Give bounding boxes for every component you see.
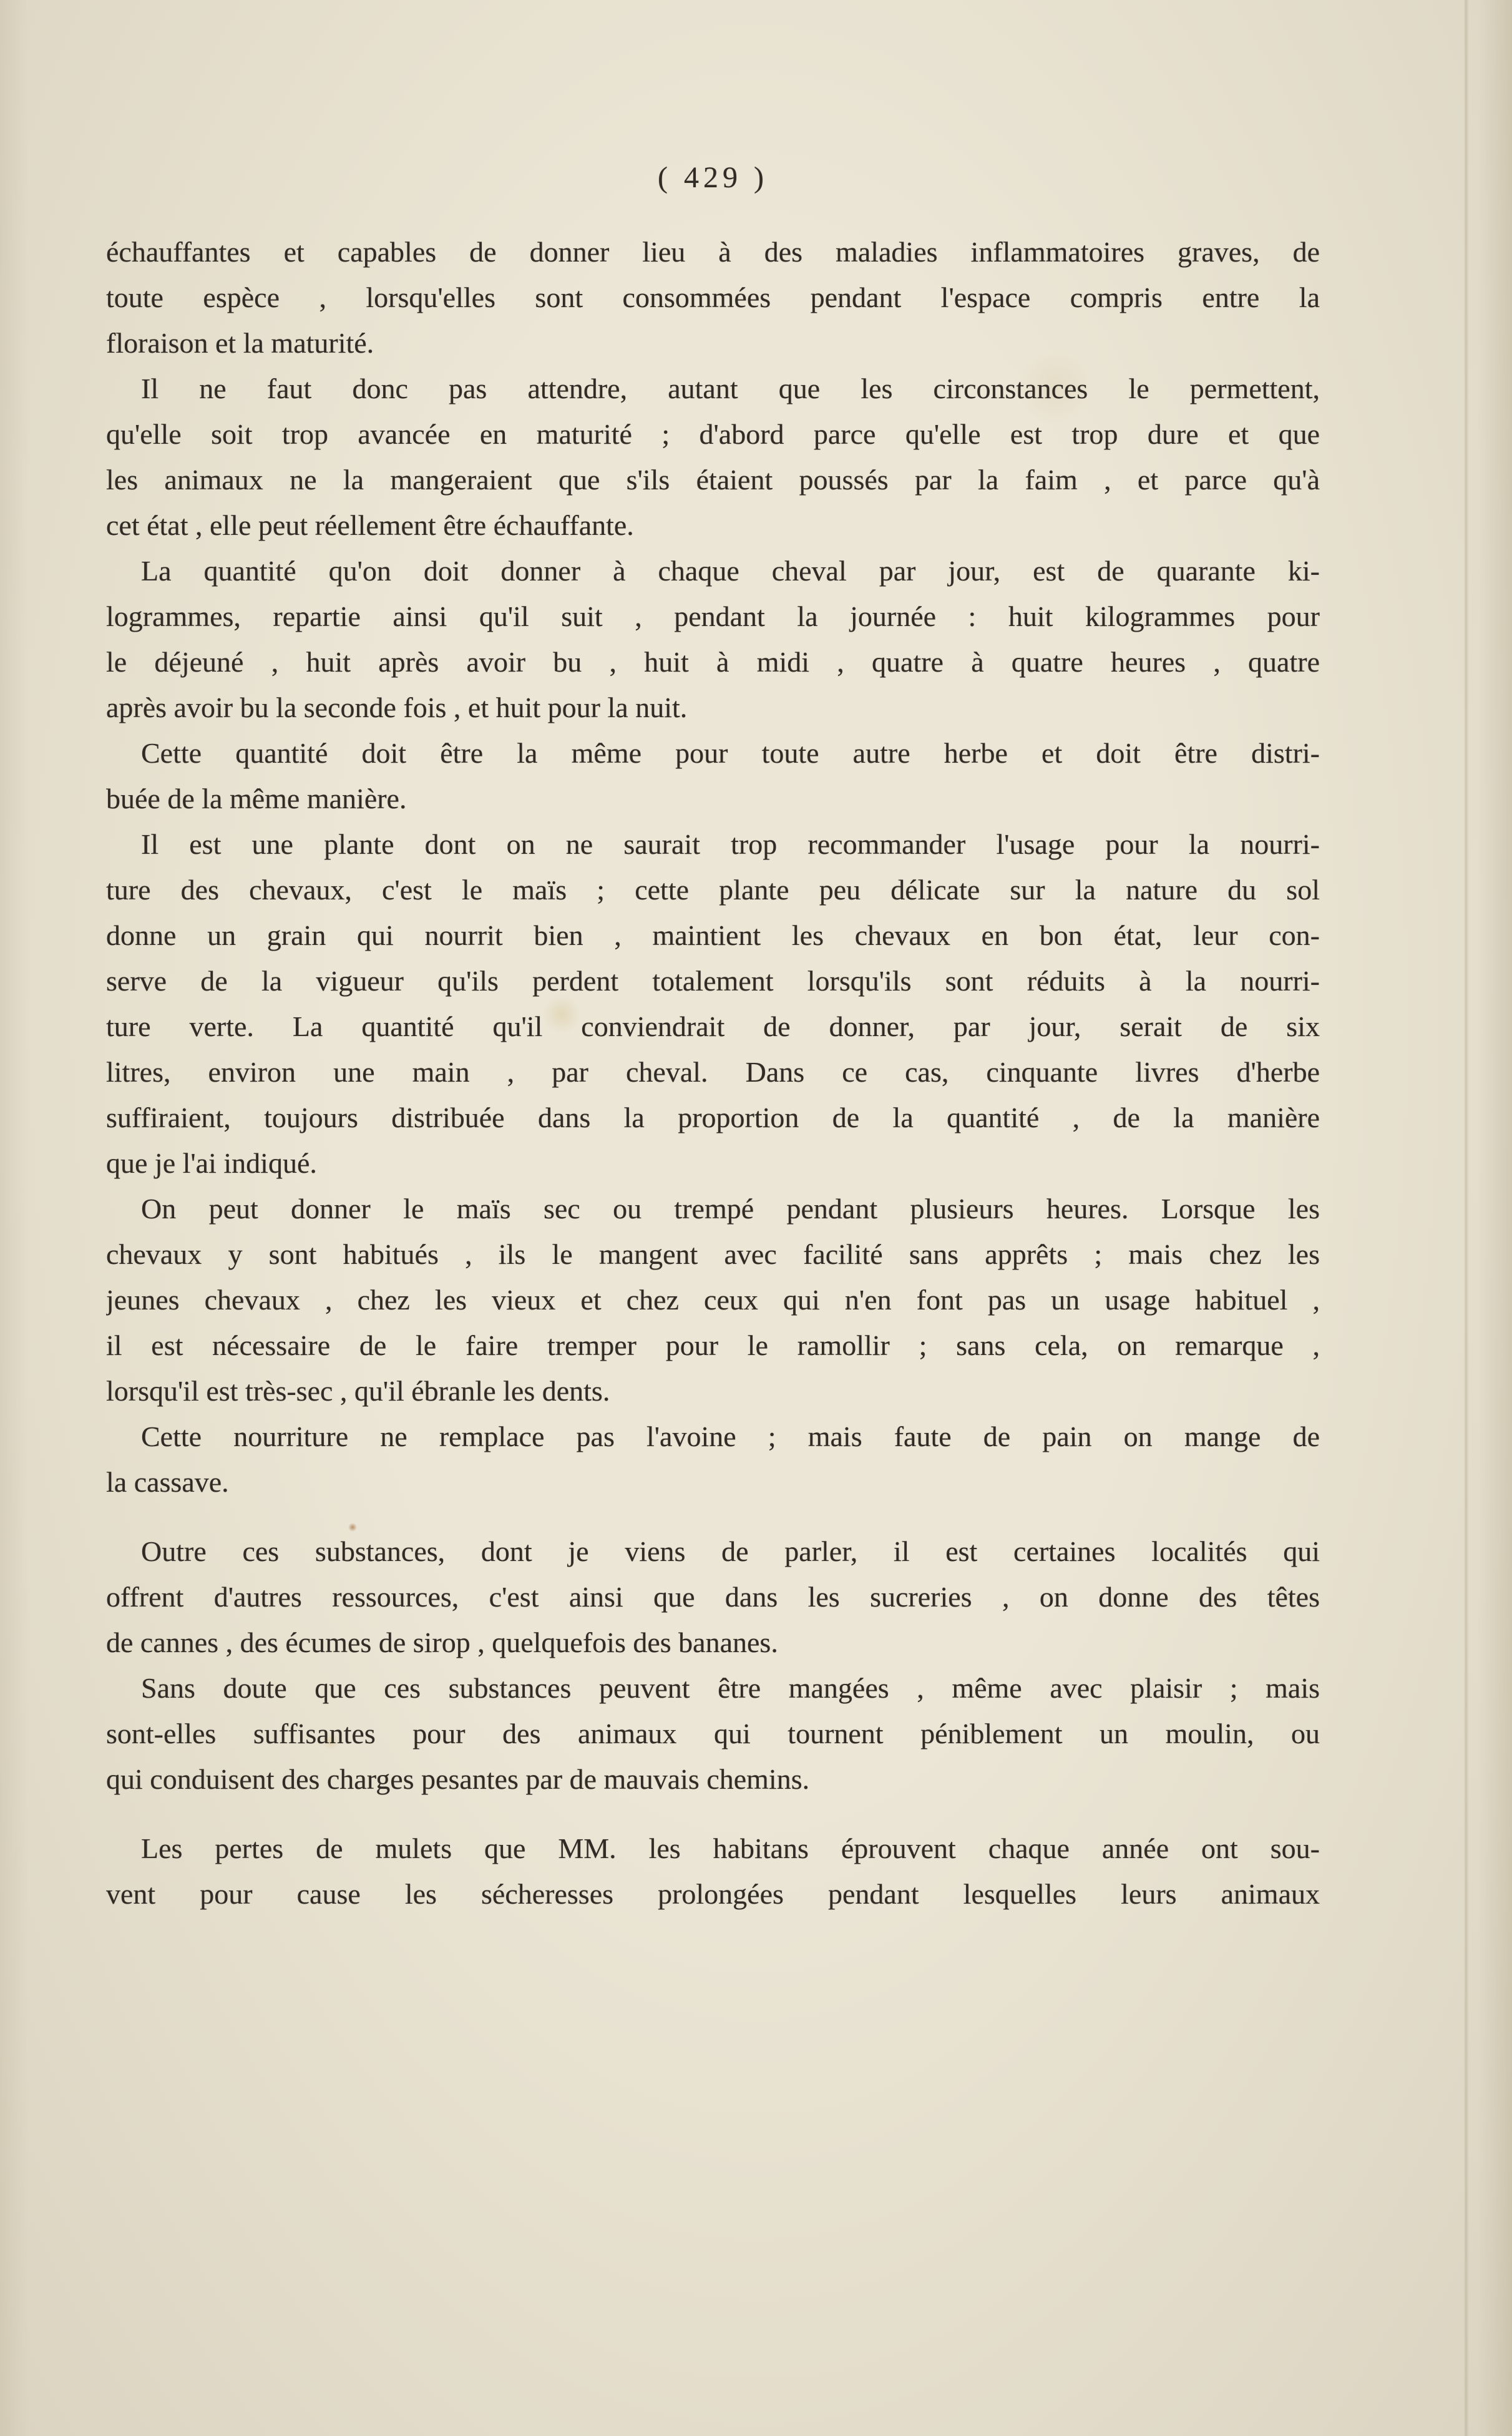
text-line: Outre ces substances, dont je viens de parler, il est certaines localités qui <box>141 1535 1320 1567</box>
text-line: que je l'ai indiqué. <box>106 1147 317 1179</box>
text-line: sont-elles suffisantes pour des animaux qui tournent péniblement un moulin, ou <box>106 1718 1320 1749</box>
text-line: floraison et la maturité. <box>106 327 374 359</box>
paragraph <box>106 821 1320 1186</box>
text-line: lorsqu'il est très-sec , qu'il ébranle les dents. <box>106 1375 610 1407</box>
paragraph <box>106 548 1320 730</box>
paragraph <box>106 366 1320 548</box>
paragraph <box>106 1665 1320 1802</box>
text-line: après avoir bu la seconde fois , et huit pour la nuit. <box>106 692 688 723</box>
text-line: Sans doute que ces substances peuvent être mangées , même avec plaisir ; mais <box>141 1672 1320 1704</box>
text-line: serve de la vigueur qu'ils perdent totalement lorsqu'ils sont réduits à la nourri- <box>106 965 1320 997</box>
body-text <box>106 229 1320 1917</box>
text-line: Cette nourriture ne remplace pas l'avoine ; mais faute de pain on mange de <box>141 1421 1320 1452</box>
text-line: suffiraient, toujours distribuée dans la proportion de la quantité , de la manière <box>106 1102 1320 1133</box>
text-line: logrammes, repartie ainsi qu'il suit , pendant la journée : huit kilogrammes pour <box>106 600 1320 632</box>
text-line: On peut donner le maïs sec ou trempé pendant plusieurs heures. Lorsque les <box>141 1193 1320 1225</box>
text-line: Cette quantité doit être la même pour toute autre herbe et doit être distri- <box>141 737 1320 769</box>
paragraph <box>106 229 1320 366</box>
text-line: buée de la même manière. <box>106 783 407 814</box>
text-line: Il ne faut donc pas attendre, autant que les circonstances le permettent, <box>141 373 1320 404</box>
text-line: de cannes , des écumes de sirop , quelquefois des bananes. <box>106 1626 778 1658</box>
paragraph <box>106 730 1320 821</box>
text-line: échauffantes et capables de donner lieu à des maladies inflammatoires graves, de <box>106 236 1320 268</box>
text-line: toute espèce , lorsqu'elles sont consommées pendant l'espace compris entre la <box>106 281 1320 313</box>
text-line: chevaux y sont habitués , ils le mangent avec facilité sans apprêts ; mais chez les <box>106 1238 1320 1270</box>
text-line: Il est une plante dont on ne saurait trop recommander l'usage pour la nourri- <box>141 828 1320 860</box>
paragraph <box>106 1414 1320 1505</box>
text-line: qui conduisent des charges pesantes par de mauvais chemins. <box>106 1763 810 1795</box>
text-line: il est nécessaire de le faire tremper pour le ramollir ; sans cela, on remarque , <box>106 1329 1320 1361</box>
paragraph <box>106 1186 1320 1414</box>
text-line: ture des chevaux, c'est le maïs ; cette plante peu délicate sur la nature du sol <box>106 874 1320 906</box>
text-line: jeunes chevaux , chez les vieux et chez ceux qui n'en font pas un usage habituel , <box>106 1284 1320 1316</box>
text-line: litres, environ une main , par cheval. Dans ce cas, cinquante livres d'herbe <box>106 1056 1320 1088</box>
paragraph <box>106 1529 1320 1665</box>
text-line: la cassave. <box>106 1466 229 1498</box>
text-line: les animaux ne la mangeraient que s'ils étaient poussés par la faim , et parce qu'à <box>106 464 1320 496</box>
paragraph <box>106 1826 1320 1917</box>
text-block <box>106 0 1320 1917</box>
text-line: donne un grain qui nourrit bien , maintient les chevaux en bon état, leur con- <box>106 919 1320 951</box>
text-line: cet état , elle peut réellement être échauffante. <box>106 509 634 541</box>
text-line: le déjeuné , huit après avoir bu , huit à midi , quatre à quatre heures , quatre <box>106 646 1320 678</box>
text-line: qu'elle soit trop avancée en maturité ; d'abord parce qu'elle est trop dure et que <box>106 418 1320 450</box>
page-number: ( 429 ) <box>658 161 768 194</box>
text-line: La quantité qu'on doit donner à chaque cheval par jour, est de quarante ki- <box>141 555 1320 587</box>
text-line: offrent d'autres ressources, c'est ainsi que dans les sucreries , on donne des têtes <box>106 1581 1320 1613</box>
text-line: vent pour cause les sécheresses prolongées pendant lesquelles leurs animaux <box>106 1878 1320 1910</box>
text-line: Les pertes de mulets que MM. les habitans éprouvent chaque année ont sou- <box>141 1832 1320 1864</box>
text-line: ture verte. La quantité qu'il conviendrait de donner, par jour, serait de six <box>106 1010 1320 1042</box>
